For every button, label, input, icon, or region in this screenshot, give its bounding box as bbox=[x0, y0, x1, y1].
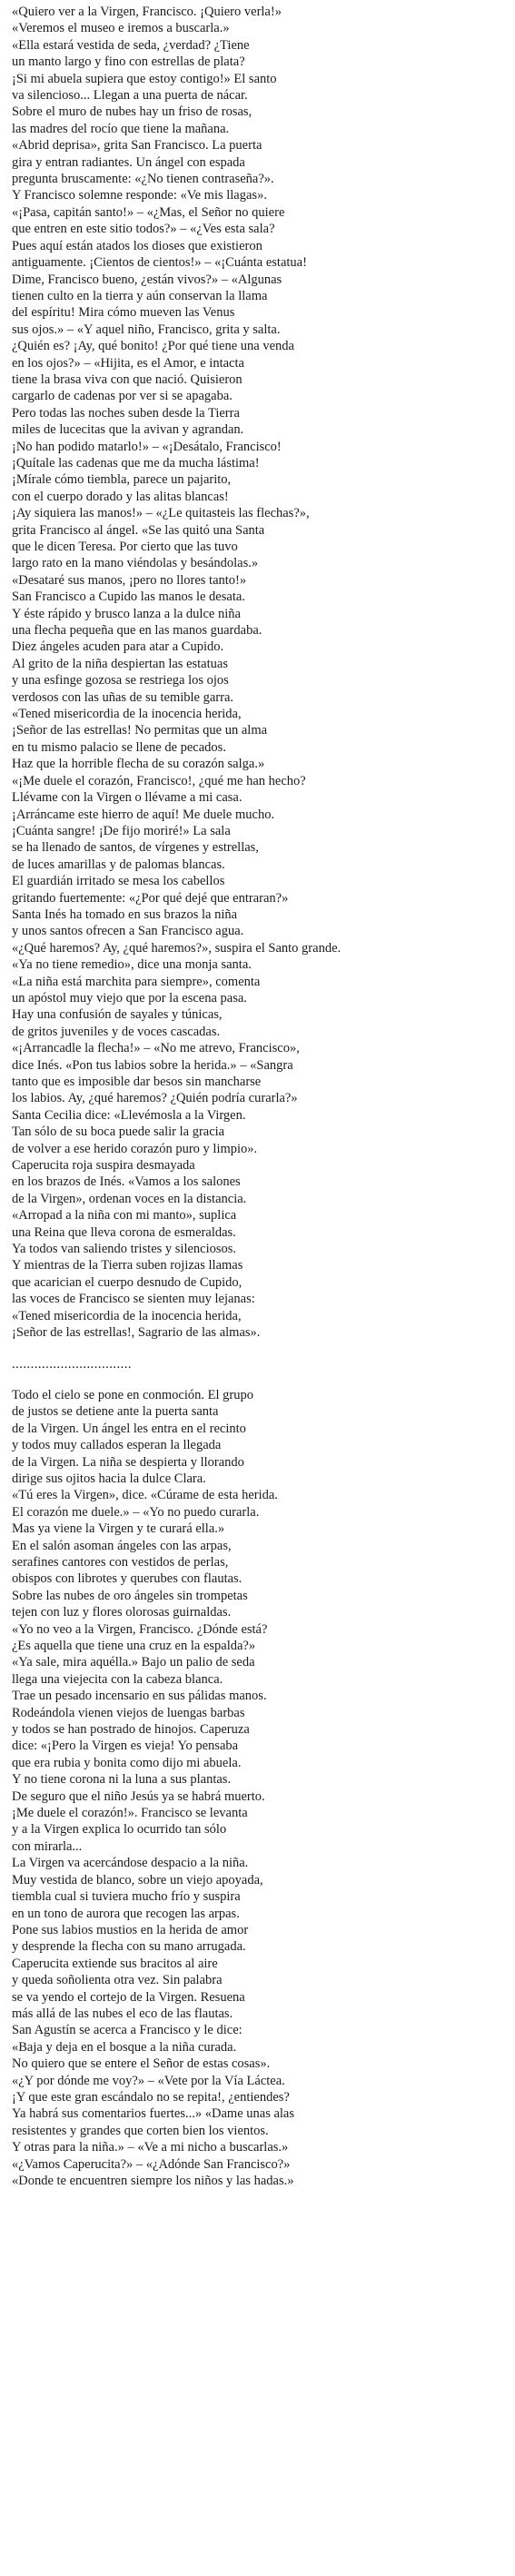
poem-line: verdosos con las uñas de su temible garra. bbox=[12, 689, 234, 705]
poem-line: «Ella estará vestida de seda, ¿verdad? ¿Tiene bbox=[12, 37, 250, 53]
poem-line: Rodeándola vienen viejos de luengas barbas bbox=[12, 1705, 245, 1720]
poem-line: de volver a ese herido corazón puro y limpio». bbox=[12, 1141, 258, 1156]
poem-line: «Tú eres la Virgen», dice. «Cúrame de esta herida. bbox=[12, 1488, 278, 1503]
poem-line: de la Virgen», ordenan voces en la distancia. bbox=[12, 1191, 247, 1206]
poem-line: y queda soñolienta otra vez. Sin palabra bbox=[12, 1973, 223, 1988]
poem-line: en los ojos?» – «Hijita, es el Amor, e intacta bbox=[12, 355, 244, 371]
poem-line: La Virgen va acercándose despacio a la niña. bbox=[12, 1856, 249, 1871]
poem-line: Sobre las nubes de oro ángeles sin trompetas bbox=[12, 1588, 248, 1603]
poem-line: obispos con librotes y querubes con flautas. bbox=[12, 1571, 243, 1587]
poem-line: tienen culto en la tierra y aún conservan la llama bbox=[12, 288, 268, 303]
section-separator: ................................ bbox=[12, 1356, 132, 1372]
poem-line: «La niña está marchita para siempre», comenta bbox=[12, 974, 261, 989]
poem-line: Al grito de la niña despiertan las estatuas bbox=[12, 656, 228, 671]
poem-line: los labios. Ay, ¿qué haremos? ¿Quién podría curarla?» bbox=[12, 1091, 298, 1106]
poem-line: más allá de las nubes el eco de las flautas. bbox=[12, 2006, 233, 2021]
poem-line: de la Virgen. Un ángel les entra en el recinto bbox=[12, 1421, 246, 1436]
poem-line: Y éste rápido y brusco lanza a la dulce niña bbox=[12, 606, 241, 621]
poem-line: San Francisco a Cupido las manos le desata. bbox=[12, 590, 245, 605]
poem-line: De seguro que el niño Jesús ya se habrá muerto. bbox=[12, 1788, 265, 1804]
poem-line: El guardián irritado se mesa los cabellos bbox=[12, 874, 225, 889]
poem-line: Santa Cecilia dice: «Llevémosla a la Virgen. bbox=[12, 1107, 246, 1123]
poem-line: «Yo no veo a la Virgen, Francisco. ¿Dónde está? bbox=[12, 1621, 268, 1637]
poem-line: ¡Señor de las estrellas! No permitas que un alma bbox=[12, 723, 268, 738]
poem-line: ¡No han podido matarlo!» – «¡Desátalo, Francisco! bbox=[12, 439, 282, 454]
poem-line: de justos se detiene ante la puerta santa bbox=[12, 1404, 219, 1420]
poem-line: llega una viejecita con la cabeza blanca. bbox=[12, 1671, 223, 1687]
poem-line: en tu mismo palacio se llene de pecados. bbox=[12, 739, 226, 755]
poem-line: y a la Virgen explica lo ocurrido tan sólo bbox=[12, 1822, 227, 1838]
poem-line: «Arropad a la niña con mi manto», suplica bbox=[12, 1208, 237, 1224]
poem-line: del espíritu! Mira cómo mueven las Venus bbox=[12, 305, 235, 321]
poem-line: dice: «¡Pero la Virgen es vieja! Yo pensaba bbox=[12, 1739, 239, 1754]
poem-line: En el salón asoman ángeles con las arpas, bbox=[12, 1538, 232, 1553]
poem-line: de luces amarillas y de palomas blancas. bbox=[12, 857, 225, 872]
poem-line: «Baja y deja en el bosque a la niña curada. bbox=[12, 2039, 237, 2055]
poem-line: Llévame con la Virgen o llévame a mi casa. bbox=[12, 790, 243, 806]
poem-line: Y Francisco solemne responde: «Ve mis llagas». bbox=[12, 188, 267, 203]
poem-line: «Ya sale, mira aquélla.» Bajo un palio de seda bbox=[12, 1655, 255, 1670]
poem-line: antiguamente. ¡Cientos de cientos!» – «¡Cuánta estatua! bbox=[12, 255, 307, 271]
poem-line: serafines cantores con vestidos de perlas, bbox=[12, 1554, 229, 1570]
poem-line: dice Inés. «Pon tus labios sobre la herida.» – «Sangra bbox=[12, 1057, 293, 1073]
poem-line: Y mientras de la Tierra suben rojizas llamas bbox=[12, 1258, 243, 1273]
poem-line: «¡Arrancadle la flecha!» – «No me atrevo, Francisco», bbox=[12, 1041, 300, 1056]
poem-line: grita Francisco al ángel. «Se las quitó una Santa bbox=[12, 522, 265, 538]
poem-line: se ha llenado de santos, de vírgenes y estrellas, bbox=[12, 840, 259, 856]
poem-line: ¡Ay siquiera las manos!» – «¿Le quitasteis las flechas?», bbox=[12, 506, 310, 521]
poem-line: pregunta bruscamente: «¿No tienen contraseña?». bbox=[12, 172, 274, 187]
poem-line: El corazón me duele.» – «Yo no puedo curarla. bbox=[12, 1504, 260, 1520]
poem-line: Sobre el muro de nubes hay un friso de rosas, bbox=[12, 104, 253, 120]
poem-line: gritando fuertemente: «¿Por qué dejé que entraran?» bbox=[12, 890, 289, 906]
poem-line: «¡Pasa, capitán santo!» – «¿Mas, el Señor no quiere bbox=[12, 204, 285, 220]
poem-line: sus ojos.» – «Y aquel niño, Francisco, grita y salta. bbox=[12, 322, 281, 337]
poem-line: Haz que la horrible flecha de su corazón salga.» bbox=[12, 757, 265, 772]
poem-line: «Tened misericordia de la inocencia herida, bbox=[12, 707, 242, 722]
poem-section-2 bbox=[12, 1387, 511, 2190]
poem-line: gira y entran radiantes. Un ángel con espada bbox=[12, 154, 245, 170]
poem-line: se va yendo el cortejo de la Virgen. Resuena bbox=[12, 1989, 245, 2005]
poem-line: va silencioso... Llegan a una puerta de nácar. bbox=[12, 88, 248, 104]
poem-line: que era rubia y bonita como dijo mi abuela. bbox=[12, 1755, 242, 1770]
poem-line: «Quiero ver a la Virgen, Francisco. ¡Quiero verla!» bbox=[12, 5, 282, 19]
poem-line: «¡Me duele el corazón, Francisco!, ¿qué me han hecho? bbox=[12, 773, 306, 788]
poem-line: Trae un pesado incensario en sus pálidas manos. bbox=[12, 1689, 267, 1704]
poem-line: largo rato en la mano viéndolas y besándolas.» bbox=[12, 556, 259, 571]
poem-line: las madres del rocío que tiene la mañana. bbox=[12, 121, 230, 136]
poem-line: «¿Vamos Caperucita?» – «¿Adónde San Francisco?» bbox=[12, 2156, 291, 2172]
poem-line: «¿Qué haremos? Ay, ¿qué haremos?», suspira el Santo grande. bbox=[12, 940, 342, 956]
poem-line: Pone sus labios mustios en la herida de amor bbox=[12, 1922, 249, 1937]
poem-line: miles de lucecitas que la avivan y agrandan. bbox=[12, 422, 244, 438]
poem-line: «Tened misericordia de la inocencia herida, bbox=[12, 1308, 242, 1323]
poem-line: Ya habrá sus comentarios fuertes...» «Dame unas alas bbox=[12, 2106, 294, 2122]
poem-line: Pues aquí están atados los dioses que existieron bbox=[12, 238, 262, 253]
poem-line: con mirarla... bbox=[12, 1838, 83, 1854]
poem-line: que acarician el cuerpo desnudo de Cupido, bbox=[12, 1274, 243, 1290]
poem-line: y desprende la flecha con su mano arrugada. bbox=[12, 1939, 246, 1955]
poem-line: «Abrid deprisa», grita San Francisco. La puerta bbox=[12, 138, 262, 154]
poem-line: San Agustín se acerca a Francisco y le dice: bbox=[12, 2023, 243, 2038]
poem-line: las voces de Francisco se sienten muy lejanas: bbox=[12, 1292, 255, 1307]
poem-line: y todos se han postrado de hinojos. Caperuza bbox=[12, 1722, 250, 1738]
poem-line: Mas ya viene la Virgen y te curará ella.» bbox=[12, 1521, 225, 1537]
poem-line: ¡Quítale las cadenas que me da mucha lástima! bbox=[12, 455, 260, 471]
poem-line: ¡Y que este gran escándalo no se repita!, ¿entiendes? bbox=[12, 2089, 290, 2105]
poem-line: ¡Me duele el corazón!». Francisco se levanta bbox=[12, 1806, 248, 1821]
poem-line: ¡Arráncame este hierro de aquí! Me duele mucho. bbox=[12, 807, 275, 822]
poem-line: Todo el cielo se pone en conmoción. El grupo bbox=[12, 1387, 253, 1402]
poem-line: ¡Señor de las estrellas!, Sagrario de las almas». bbox=[12, 1325, 261, 1341]
poem-line: Tan sólo de su boca puede salir la gracia bbox=[12, 1125, 225, 1140]
poem-line: «Desataré sus manos, ¡pero no llores tanto!» bbox=[12, 572, 247, 588]
poem-line: Ya todos van saliendo tristes y silenciosos. bbox=[12, 1242, 237, 1257]
poem-line: de gritos juveniles y de voces cascadas. bbox=[12, 1024, 221, 1039]
poem-line: tanto que es imposible dar besos sin mancharse bbox=[12, 1075, 262, 1089]
poem-line: «¿Y por dónde me voy?» – «Vete por la Vía Láctea. bbox=[12, 2073, 285, 2088]
poem-line: en los brazos de Inés. «Vamos a los salones bbox=[12, 1174, 241, 1190]
poem-text bbox=[12, 4, 511, 2189]
poem-line: resistentes y grandes que corten bien los vientos. bbox=[12, 2123, 269, 2138]
poem-line: Pero todas las noches suben desde la Tierra bbox=[12, 405, 240, 421]
poem-line: y una esfinge gozosa se restriega los ojos bbox=[12, 673, 229, 689]
poem-line: «Donde te encuentren siempre los niños y las hadas.» bbox=[12, 2174, 294, 2188]
poem-line: y unos santos ofrecen a San Francisco agua. bbox=[12, 924, 244, 939]
poem-line: Hay una confusión de sayales y túnicas, bbox=[12, 1007, 223, 1023]
poem-line: Muy vestida de blanco, sobre un viejo apoyada, bbox=[12, 1872, 263, 1887]
poem-line: Caperucita extiende sus bracitos al aire bbox=[12, 1956, 218, 1971]
poem-line: un manto largo y fino con estrellas de plata? bbox=[12, 54, 245, 70]
poem-line: con el cuerpo dorado y las alitas blancas! bbox=[12, 489, 229, 504]
poem-line: dirige sus ojitos hacia la dulce Clara. bbox=[12, 1471, 206, 1486]
poem-line: «Ya no tiene remedio», dice una monja santa. bbox=[12, 957, 252, 973]
poem-line: ¡Cuánta sangre! ¡De fijo moriré!» La sala bbox=[12, 823, 231, 838]
poem-line: Diez ángeles acuden para atar a Cupido. bbox=[12, 639, 224, 655]
poem-line: una Reina que lleva corona de esmeraldas. bbox=[12, 1224, 236, 1240]
poem-line: Y otras para la niña.» – «Ve a mi nicho a buscarlas.» bbox=[12, 2140, 289, 2155]
poem-line: ¡Mírale cómo tiembla, parece un pajarito, bbox=[12, 472, 232, 488]
poem-line: tejen con luz y flores olorosas guirnaldas. bbox=[12, 1605, 232, 1620]
poem-line: Dime, Francisco bueno, ¿están vivos?» – «Algunas bbox=[12, 272, 282, 287]
poem-line: una flecha pequeña que en las manos guardaba. bbox=[12, 623, 262, 639]
poem-line: un apóstol muy viejo que por la escena pasa. bbox=[12, 990, 247, 1006]
poem-line: tiene la brasa viva con que nació. Quisieron bbox=[12, 372, 243, 387]
poem-line: que entren en este sitio todos?» – «¿Ves esta sala? bbox=[12, 222, 275, 237]
poem-line: ¡Si mi abuela supiera que estoy contigo!» El santo bbox=[12, 71, 277, 86]
poem-line: ¿Es aquella que tiene una cruz en la espalda?» bbox=[12, 1639, 256, 1653]
poem-line: tiembla cual si tuviera mucho frío y suspira bbox=[12, 1889, 241, 1905]
poem-line: «Veremos el museo e iremos a buscarla.» bbox=[12, 21, 230, 36]
poem-line: No quiero que se entere el Señor de estas cosas». bbox=[12, 2056, 271, 2072]
poem-line: Y no tiene corona ni la luna a sus plantas. bbox=[12, 1772, 232, 1788]
poem-line: en un tono de aurora que recogen las arpas. bbox=[12, 1906, 240, 1921]
poem-section-1 bbox=[12, 4, 511, 1342]
poem-line: que le dicen Teresa. Por cierto que las tuvo bbox=[12, 540, 238, 554]
poem-line: ¿Quién es? ¡Ay, qué bonito! ¿Por qué tiene una venda bbox=[12, 339, 294, 354]
poem-line: y todos muy callados esperan la llegada bbox=[12, 1438, 222, 1453]
poem-line: de la Virgen. La niña se despierta y llorando bbox=[12, 1454, 244, 1470]
poem-line: Santa Inés ha tomado en sus brazos la niña bbox=[12, 907, 238, 922]
poem-line: cargarlo de cadenas por ver si se apagaba. bbox=[12, 389, 233, 404]
poem-line: Caperucita roja suspira desmayada bbox=[12, 1158, 195, 1174]
